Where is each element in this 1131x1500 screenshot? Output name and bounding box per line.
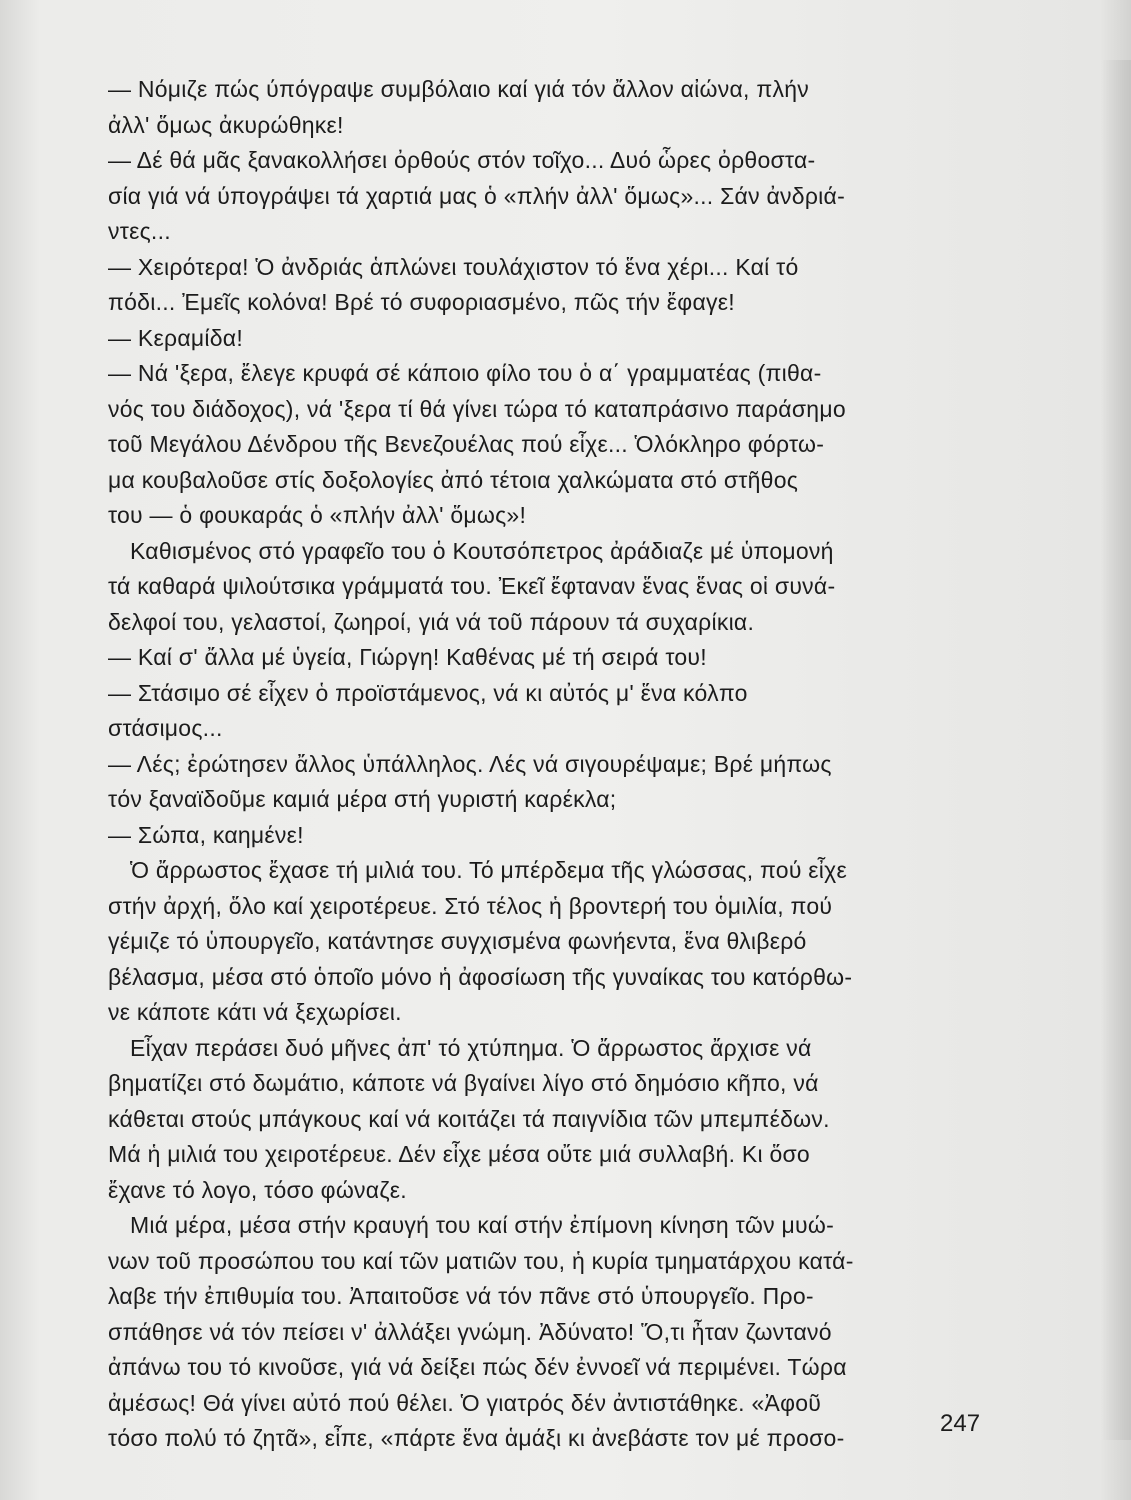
- text-line: τόσο πολύ τό ζητᾶ», εἶπε, «πάρτε ἕνα ἁμάξι κι ἀνεβάστε τον μέ προσο-: [108, 1425, 845, 1451]
- text-line: πόδι... Ἐμεῖς κολόνα! Βρέ τό συφοριασμένο, πῶς τήν ἔφαγε!: [108, 289, 735, 315]
- text-line: — Καί σ' ἄλλα μέ ὑγεία, Γιώργη! Καθένας μέ τή σειρά του!: [108, 644, 707, 670]
- text-line: — Λές; ἐρώτησεν ἄλλος ὑπάλληλος. Λές νά σιγουρέψαμε; Βρέ μήπως: [108, 750, 832, 777]
- text-line: — Σώπα, καημένε!: [108, 821, 304, 848]
- text-line: — Χειρότερα! Ὁ ἀνδριάς ἁπλώνει τουλάχιστον τό ἕνα χέρι... Καί τό: [108, 253, 799, 280]
- text-line: Μιά μέρα, μέσα στήν κραυγή του καί στήν ἐπίμονη κίνηση τῶν μυώ-: [130, 1212, 834, 1238]
- text-line: βηματίζει στό δωμάτιο, κάποτε νά βγαίνει λίγο στό δημόσιο κῆπο, νά: [108, 1070, 819, 1096]
- text-line: σία γιά νά ύπογράψει τά χαρτιά μας ὁ «πλήν ἀλλ' ὅμως»... Σάν ἀνδριά-: [108, 182, 845, 209]
- text-line: Καθισμένος στό γραφεῖο του ὁ Κουτσόπετρος ἀράδιαζε μέ ὑπομονή: [130, 537, 834, 564]
- text-line: — Νά 'ξερα, ἔλεγε κρυφά σέ κάποιο φίλο του ὁ α΄ γραμματέας (πιθα-: [108, 360, 822, 386]
- text-line: στήν ἀρχή, ὅλο καί χειροτέρευε. Στό τέλος ἡ βροντερή του ὁμιλία, πού: [108, 892, 833, 919]
- text-line: Ὁ ἄρρωστος ἔχασε τή μιλιά του. Τό μπέρδεμα τῆς γλώσσας, πού εἶχε: [130, 857, 847, 883]
- text-line: ἀπάνω του τό κινοῦσε, γιά νά δείξει πώς δέν ἐννοεῖ νά περιμένει. Τώρα: [108, 1354, 847, 1380]
- text-line: κάθεται στούς μπάγκους καί νά κοιτάζει τά παιγνίδια τῶν μπεμπέδων.: [108, 1105, 830, 1132]
- text-line: τά καθαρά ψιλούτσικα γράμματά του. Ἐκεῖ ἔφταναν ἕνας ἕνας οἱ συνά-: [108, 573, 836, 599]
- text-line: Μά ἡ μιλιά του χειροτέρευε. Δέν εἶχε μέσα οὔτε μιά συλλαβή. Κι ὅσο: [108, 1141, 810, 1167]
- text-line: δελφοί του, γελαστοί, ζωηροί, γιά νά τοῦ πάρουν τά συχαρίκια.: [108, 608, 755, 635]
- text-line: — Στάσιμο σέ εἶχεν ὁ προϊστάμενος, νά κι αὐτός μ' ἕνα κόλπο: [108, 679, 748, 706]
- text-line: ἔχανε τό λογο, τόσο φώναζε.: [108, 1176, 407, 1203]
- text-line: τόν ξαναϊδοῦμε καμιά μέρα στή γυριστή καρέκλα;: [108, 786, 617, 812]
- text-line: βέλασμα, μέσα στό ὁποῖο μόνο ἡ ἀφοσίωση τῆς γυναίκας του κατόρθω-: [108, 963, 853, 990]
- text-line: μα κουβαλοῦσε στίς δοξολογίες ἀπό τέτοια χαλκώματα στό στῆθος: [108, 466, 799, 493]
- text-line: στάσιμος...: [108, 715, 223, 741]
- page-text-block: [108, 72, 976, 1457]
- page-number: 247: [940, 1410, 981, 1437]
- text-line: νων τοῦ προσώπου του καί τῶν ματιῶν του, ἡ κυρία τμηματάρχου κατά-: [108, 1247, 854, 1274]
- text-line: γέμιζε τό ὑπουργεῖο, κατάντησε συγχισμένα φωνήεντα, ἕνα θλιβερό: [108, 928, 807, 954]
- text-line: του — ὁ φουκαράς ὁ «πλήν ἀλλ' ὅμως»!: [108, 502, 527, 528]
- text-line: ἀλλ' ὅμως ἀκυρώθηκε!: [108, 111, 344, 138]
- text-line: — Νόμιζε πώς ύπόγραψε συμβόλαιο καί γιά τόν ἄλλον αἰώνα, πλήν: [108, 76, 809, 102]
- text-line: ἀμέσως! Θά γίνει αὐτό πού θέλει. Ὁ γιατρός δέν ἀντιστάθηκε. «Ἀφοῦ: [108, 1389, 822, 1416]
- text-line: Εἶχαν περάσει δυό μῆνες ἀπ' τό χτύπημα. Ὁ ἄρρωστος ἄρχισε νά: [130, 1034, 812, 1061]
- text-line: νε κάποτε κάτι νά ξεχωρίσει.: [108, 999, 402, 1025]
- text-line: λαβε τήν ἐπιθυμία του. Ἀπαιτοῦσε νά τόν πᾶνε στό ὑπουργεῖο. Προ-: [108, 1283, 814, 1309]
- text-line: σπάθησε νά τόν πείσει ν' ἀλλάξει γνώμη. Ἀδύνατο! Ὅ,τι ἦταν ζωντανό: [108, 1318, 832, 1345]
- text-line: τοῦ Μεγάλου Δένδρου τῆς Βενεζουέλας πού εἶχε... Ὁλόκληρο φόρτω-: [108, 431, 825, 457]
- text-line: — Δέ θά μᾶς ξανακολλήσει ὀρθούς στόν τοῖχο... Δυό ὧρες ὀρθοστα-: [108, 147, 816, 173]
- text-line: ντες...: [108, 218, 171, 244]
- page-edge-shadow: [1101, 60, 1131, 1440]
- text-line: νός του διάδοχος), νά 'ξερα τί θά γίνει τώρα τό καταπράσινο παράσημο: [108, 395, 846, 422]
- text-line: — Κεραμίδα!: [108, 324, 243, 351]
